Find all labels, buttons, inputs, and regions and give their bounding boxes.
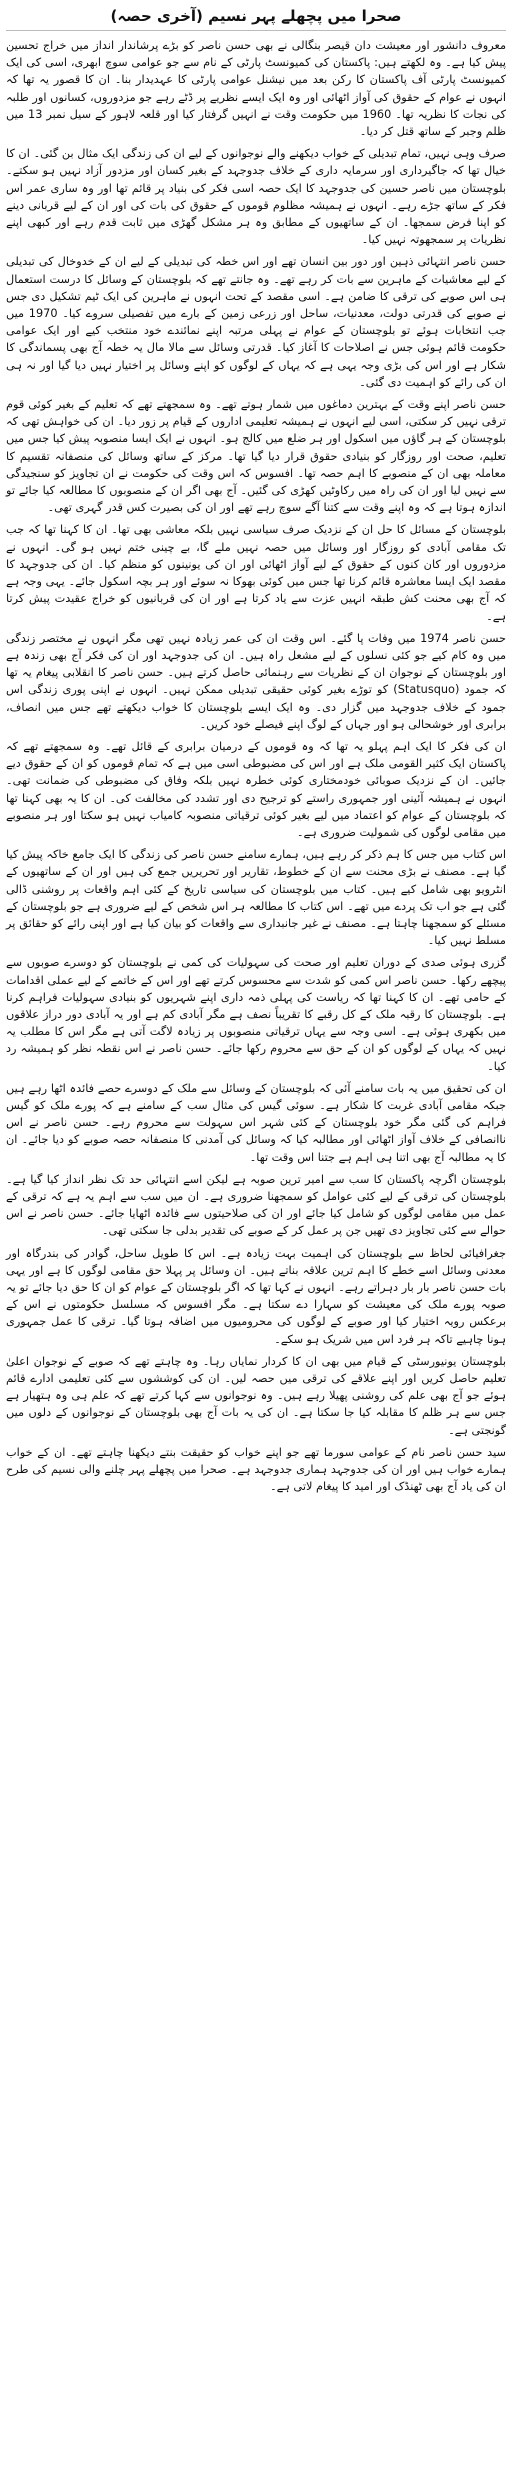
article-paragraph: سید حسن ناصر نام کے عوامی سورما تھے جو اپنے خواب کو حقیقت بنتے دیکھنا چاہتے تھے۔ ان کے خواب ہمارے خواب ہیں اور ان کی جدوجہد ہماری جدوجہد ہے۔ صحرا میں پچھلے پہر چلنے والی نسیم کی طرح ان کی یاد آج بھی ٹھنڈک اور امید کا پیغام لاتی ہے۔ — [6, 1445, 506, 1494]
article-paragraph: معروف دانشور اور معیشت دان قیصر بنگالی نے بھی حسن ناصر کو بڑے پرشاندار انداز میں خراج تحسین پیش کیا ہے۔ وہ لکھتے ہیں: پاکستان کی کمیونسٹ پارٹی کے نام سے جو عوامی سوچ ابھری، اسی کی ایک کمیونسٹ پارٹی آف پاکستان کا رکن بعد میں نیشنل عوامی پارٹی کا عہدیدار بنا۔ ان کا قصور یہ تھا کہ انہوں نے عوام کے حقوق کی آواز اٹھائی اور وہ ایک ایسے نظریے پر ڈٹے رہے جو مزدوروں، کسانوں اور طلبہ کی نجات کا نظریہ تھا۔ 1960 میں حکومت وقت نے انہیں گرفتار کیا اور قلعہ لاہور کے سیل نمبر 13 میں ظلم وجبر کے ساتھ قتل کر دیا۔ — [6, 39, 506, 139]
article-body — [6, 37, 506, 1495]
article-paragraph: حسن ناصر 1974 میں وفات پا گئے۔ اس وقت ان کی عمر زیادہ نہیں تھی مگر انہوں نے مختصر زندگی میں وہ کام کیے جو کئی نسلوں کے لیے مشعل راہ ہیں۔ ان کی جدوجہد اور ان کی فکر آج بھی زندہ ہے اور بلوچستان کے نوجوان ان کے نظریات سے رہنمائی حاصل کرتے ہیں۔ حسن ناصر کا انقلابی پیغام یہ تھا کہ جمود (Statusquo) کو توڑے بغیر کوئی حقیقی تبدیلی ممکن نہیں۔ انہوں نے اپنی پوری زندگی اس جمود کے خلاف جدوجہد میں گزار دی۔ وہ ایک ایسے بلوچستان کا خواب دیکھتے تھے جس میں انصاف، برابری اور خوشحالی ہو اور جہاں کے لوگ اپنے فیصلے خود کریں۔ — [6, 631, 507, 731]
article-paragraph: بلوچستان یونیورسٹی کے قیام میں بھی ان کا کردار نمایاں رہا۔ وہ چاہتے تھے کہ صوبے کے نوجوان اعلیٰ تعلیم حاصل کریں اور اپنے علاقے کی ترقی میں حصہ لیں۔ ان کی کوششوں سے کئی تعلیمی ادارے قائم ہوئے جو آج بھی علم کی روشنی پھیلا رہے ہیں۔ وہ نوجوانوں سے کہا کرتے تھے کہ علم ہی وہ ہتھیار ہے جس سے ہر ظلم کا مقابلہ کیا جا سکتا ہے۔ ان کی یہ بات آج بھی بلوچستان کے نوجوانوں کے دلوں میں گونجتی ہے۔ — [6, 1354, 506, 1437]
article-paragraph: اس کتاب میں جس کا ہم ذکر کر رہے ہیں، ہمارے سامنے حسن ناصر کی زندگی کا ایک جامع خاکہ پیش کیا گیا ہے۔ مصنف نے بڑی محنت سے ان کے خطوط، تقاریر اور تحریریں جمع کی ہیں اور ان کے ساتھیوں کے انٹرویو بھی شامل کیے ہیں۔ کتاب میں بلوچستان کی سیاسی تاریخ کے کئی اہم واقعات پر روشنی ڈالی گئی ہے جو اب تک پردے میں تھے۔ اس کتاب کا مطالعہ ہر اس شخص کے لیے ضروری ہے جو بلوچستان کے مسئلے کو سمجھنا چاہتا ہے۔ مصنف نے غیر جانبداری سے واقعات کو بیان کیا ہے اور اپنی رائے کو حقائق پر مسلط نہیں کیا۔ — [6, 848, 506, 948]
article-paragraph: حسن ناصر انتہائی ذہین اور دور بین انسان تھے اور اس خطہ کی تبدیلی کے لیے ان کے خدوخال کی تبدیلی کے لیے معاشیات کے ماہرین سے بات کر رہے تھے۔ وہ جانتے تھے کہ بلوچستان کے وسائل کا درست استعمال ہی اس صوبے کی ترقی کا ضامن ہے۔ اسی مقصد کے تحت انہوں نے ماہرین کی ایک ٹیم تشکیل دی جس نے صوبے کی قدرتی دولت، معدنیات، ساحل اور زرعی زمین کے بارے میں تفصیلی سروے کیا۔ 1970 میں جب انتخابات ہوئے تو بلوچستان کے عوام نے پہلی مرتبہ اپنے نمائندے خود منتخب کیے اور ایک عوامی حکومت قائم ہوئی جس نے اصلاحات کا آغاز کیا۔ قدرتی وسائل سے مالا مال یہ خطہ آج بھی پسماندگی کا شکار ہے اور اس کی بڑی وجہ یہی ہے کہ یہاں کے لوگوں کو اپنے وسائل پر اختیار نہیں دیا گیا اور نہ ہی ان کی رائے کو اہمیت دی گئی۔ — [6, 255, 507, 389]
article-paragraph: جغرافیائی لحاظ سے بلوچستان کی اہمیت بہت زیادہ ہے۔ اس کا طویل ساحل، گوادر کی بندرگاہ اور معدنی وسائل اسے خطے کا اہم ترین علاقہ بناتے ہیں۔ ان وسائل پر پہلا حق مقامی لوگوں کا ہے اور یہی بات حسن ناصر بار بار دہراتے رہے۔ انہوں نے کہا تھا کہ اگر بلوچستان کے عوام کو ان کا حق دیا جائے تو یہ صوبہ پورے ملک کی معیشت کو سہارا دے سکتا ہے۔ مگر افسوس کہ مسلسل حکومتوں نے اس کے برعکس رویہ اختیار کیا اور صوبے کے لوگوں کی محرومیوں میں اضافہ ہوتا گیا۔ ترقی کا عمل جمہوری ہونا چاہیے تاکہ ہر فرد اس میں شریک ہو سکے۔ — [6, 1246, 506, 1346]
article-paragraph: صرف وہی نہیں، تمام تبدیلی کے خواب دیکھنے والے نوجوانوں کے لیے ان کی زندگی ایک مثال بن گئی۔ ان کا خیال تھا کہ جاگیرداری اور سرمایہ داری کے خلاف جدوجہد کے بغیر کسان اور مزدور آزاد نہیں ہو سکتے۔ بلوچستان میں ناصر حسین کی جدوجہد کا ایک حصہ اسی فکر کی بنیاد پر قائم تھا اور وہ ساری عمر اس فکر کے ساتھ جڑے رہے۔ انہوں نے ہمیشہ مظلوم قوموں کے حقوق کی بات کی اور ان کے لیے قربانی دینے کو اپنا فرض سمجھا۔ ان کے ساتھیوں کے مطابق وہ ہر مشکل گھڑی میں ثابت قدم رہے اور کبھی اپنے نظریات پر سمجھوتہ نہیں کیا۔ — [6, 147, 506, 247]
article-headline: صحرا میں پچھلے پہر نسیم (آخری حصہ) — [6, 4, 506, 31]
article-paragraph: حسن ناصر اپنے وقت کے بہترین دماغوں میں شمار ہوتے تھے۔ وہ سمجھتے تھے کہ تعلیم کے بغیر کوئی قوم ترقی نہیں کر سکتی، اسی لیے انہوں نے ہمیشہ تعلیمی اداروں کے قیام پر زور دیا۔ ان کی خواہش تھی کہ بلوچستان کے ہر گاؤں میں اسکول اور ہر ضلع میں کالج ہو۔ انہوں نے ایک ایسا منصوبہ پیش کیا جس میں تعلیم، صحت اور روزگار کو بنیادی حقوق قرار دیا گیا تھا۔ مرکز کے ساتھ وسائل کی منصفانہ تقسیم کا معاملہ بھی ان کے منصوبے کا اہم حصہ تھا۔ افسوس کہ اس وقت کی حکومت نے ان تجاویز کو سنجیدگی سے نہیں لیا اور ان کی راہ میں رکاوٹیں کھڑی کی گئیں۔ آج بھی اگر ان کے منصوبوں کا مطالعہ کیا جائے تو اندازہ ہوتا ہے کہ وہ اپنے وقت سے کتنا آگے سوچ رہے تھے اور ان کی بصیرت کس قدر گہری تھی۔ — [6, 398, 506, 515]
article-paragraph: بلوچستان کے مسائل کا حل ان کے نزدیک صرف سیاسی نہیں بلکہ معاشی بھی تھا۔ ان کا کہنا تھا کہ جب تک مقامی آبادی کو روزگار اور وسائل میں حصہ نہیں ملے گا، بے چینی ختم نہیں ہو گی۔ انہوں نے مزدوروں اور کان کنوں کے حقوق کے لیے آواز اٹھائی اور ان کی یونینوں کو منظم کیا۔ ان کی جدوجہد کا مقصد ایک ایسا معاشرہ قائم کرنا تھا جس میں کوئی بھوکا نہ سوئے اور ہر بچہ اسکول جائے۔ یہی وجہ ہے کہ آج بھی محنت کش طبقہ انہیں عزت سے یاد کرتا ہے اور ان کی قربانیوں کو خراج عقیدت پیش کرتا ہے۔ — [6, 523, 506, 623]
article-paragraph: بلوچستان اگرچہ پاکستان کا سب سے امیر ترین صوبہ ہے لیکن اسے انتہائی حد تک نظر انداز کیا گیا ہے۔ بلوچستان کی ترقی کے لیے کئی عوامل کو سمجھنا ضروری ہے۔ ان میں سب سے اہم یہ ہے کہ ترقی کے عمل میں مقامی لوگوں کو شامل کیا جائے اور ان کی صلاحیتوں سے فائدہ اٹھایا جائے۔ حسن ناصر نے اس حوالے سے کئی تجاویز دی تھیں جن پر عمل کر کے صوبے کی تقدیر بدلی جا سکتی تھی۔ — [6, 1172, 506, 1238]
article-paragraph: ان کی فکر کا ایک اہم پہلو یہ تھا کہ وہ قوموں کے درمیان برابری کے قائل تھے۔ وہ سمجھتے تھے کہ پاکستان ایک کثیر القومی ملک ہے اور اس کی مضبوطی اسی میں ہے کہ تمام قوموں کو ان کے حقوق دیے جائیں۔ ان کے نزدیک صوبائی خودمختاری کوئی خطرہ نہیں بلکہ وفاق کی مضبوطی کی ضمانت تھی۔ انہوں نے ہمیشہ آئینی اور جمہوری راستے کو ترجیح دی اور تشدد کی مخالفت کی۔ ان کا یہ بھی کہنا تھا کہ بلوچستان کے عوام کو اعتماد میں لیے بغیر کوئی ترقیاتی منصوبہ کامیاب نہیں ہو سکتا اور ہر منصوبے میں مقامی لوگوں کی شمولیت ضروری ہے۔ — [6, 739, 506, 839]
article-paragraph: گزری ہوئی صدی کے دوران تعلیم اور صحت کی سہولیات کی کمی نے بلوچستان کو دوسرے صوبوں سے پیچھے رکھا۔ حسن ناصر اس کمی کو شدت سے محسوس کرتے تھے اور اس کے خاتمے کے لیے عملی اقدامات کے حامی تھے۔ ان کا کہنا تھا کہ ریاست کی پہلی ذمہ داری اپنے شہریوں کو بنیادی سہولیات فراہم کرنا ہے۔ بلوچستان کا رقبہ ملک کے کل رقبے کا تقریباً نصف ہے مگر آبادی کم ہے اور یہ آبادی دور دراز علاقوں میں بکھری ہوئی ہے۔ اسی وجہ سے یہاں ترقیاتی منصوبوں پر زیادہ لاگت آتی ہے مگر اس کا مطلب یہ نہیں کہ یہاں کے لوگوں کو ان کے حق سے محروم رکھا جائے۔ حسن ناصر نے اس نقطہ نظر کو ہمیشہ رد کیا۔ — [6, 956, 506, 1073]
article-paragraph: ان کی تحقیق میں یہ بات سامنے آئی کہ بلوچستان کے وسائل سے ملک کے دوسرے حصے فائدہ اٹھا رہے ہیں جبکہ مقامی آبادی غربت کا شکار ہے۔ سوئی گیس کی مثال سب کے سامنے ہے کہ پورے ملک کو گیس فراہم کی گئی مگر خود بلوچستان کے کئی شہر اس سہولت سے محروم رہے۔ حسن ناصر نے اس ناانصافی کے خلاف آواز اٹھائی اور مطالبہ کیا کہ وسائل کی آمدنی کا منصفانہ حصہ صوبے کو دیا جائے۔ ان کا یہ مطالبہ آج بھی اتنا ہی اہم ہے جتنا اس وقت تھا۔ — [6, 1081, 506, 1164]
